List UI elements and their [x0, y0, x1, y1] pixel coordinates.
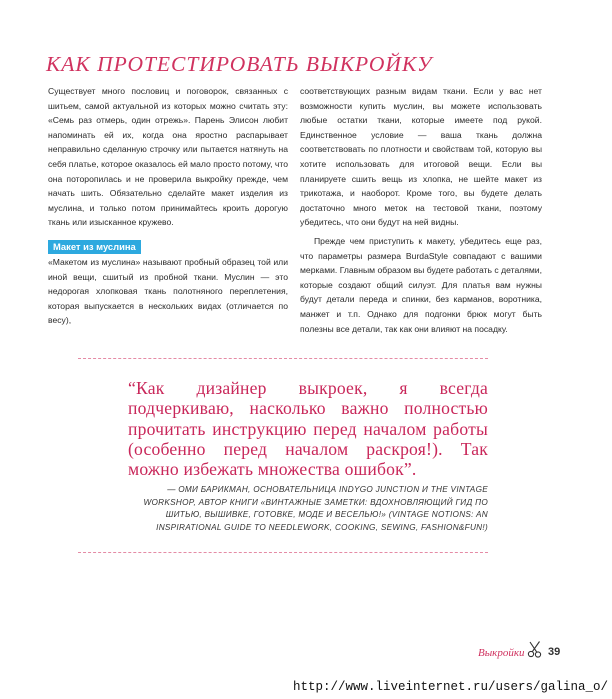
- page-title: КАК ПРОТЕСТИРОВАТЬ ВЫКРОЙКУ: [46, 52, 433, 76]
- quote-divider-top: [78, 358, 488, 359]
- scissors-icon: [527, 640, 543, 658]
- subheading-muslin: Макет из муслина: [48, 240, 141, 254]
- page-number: 39: [548, 646, 561, 658]
- right-column: [300, 84, 542, 336]
- muslin-paragraph: «Макетом из муслина» называют пробный образец той или иной вещи, сшитый из пробной ткани. Муслин — это недорогая хлопковая ткань полотняного переплетения, которая выпускается в нескольких видах (отличается по весу),: [48, 256, 288, 326]
- source-url[interactable]: http://www.liveinternet.ru/users/galina_o/: [292, 680, 608, 694]
- pull-quote: “Как дизайнер выкроек, я всегда подчеркиваю, насколько важно полностью прочитать инструкцию перед началом работы (особенно перед началом раскроя!). Так можно избежать множества ошибок”.: [128, 378, 488, 480]
- intro-paragraph: Существует много пословиц и поговорок, связанных с шитьем, самой актуальной из которых можно считать эту: «Семь раз отмерь, один отрежь». Парень Элисон любит напоминать ей их, когда она яростно распарывает неправильно сделанную строчку или пытается натянуть на себя платье, которое оказалось ей мало просто потому, что она поторопилась и не проверила выкройку прежде, чем начать шить. Обязательно сделайте макет изделия из муслина, и только потом принимайтесь кроить дорогую ткань или изысканное кружево.: [48, 86, 288, 228]
- right-paragraph-1: соответствующих разным видам ткани. Если у вас нет возможности купить муслин, вы можете использовать любые остатки ткани, которые имеете под рукой. Единственное условие — ваша ткань должна соответствовать по плотности и свойствам той, которую вы хотите использовать для итоговой вещи. Если вы планируете сшить вещь из хлопка, не шейте макет из трикотажа, и наоборот. Кроме того, вы будете делать достаточно много меток на тестовой ткани, поэтому убедитесь, что они будут на ней видны.: [300, 86, 542, 228]
- footer-section-label: Выкройки: [478, 647, 525, 659]
- quote-attribution: — ОМИ БАРИКМАН, ОСНОВАТЕЛЬНИЦА INDYGO JUNCTION И THE VINTAGE WORKSHOP, АВТОР КНИГИ «ВИНТАЖНЫЕ ЗАМЕТКИ: ВДОХНОВЛЯЮЩИЙ ГИД ПО ШИТЬЮ, ВЫШИВКЕ, ГОТОВКЕ, МОДЕ И ВЕСЕЛЬЮ!» (VINTAGE NOTIONS: AN INSPIRATIONAL GUIDE TO NEEDLEWORK, COOKING, SEWING, FASHION&FUN!): [143, 485, 488, 532]
- right-paragraph-2: Прежде чем приступить к макету, убедитесь еще раз, что параметры размера BurdaStyle совпадают с вашими мерками. Главным образом вы будете работать с деталями, которые создают общий силуэт. Для платья вам нужны будут детали переда и спинки, без карманов, воротника, манжет и т.п. Однако для подгонки брюк могут быть полезны все детали, так как они влияют на посадку.: [300, 235, 542, 334]
- left-column: [48, 84, 288, 328]
- quote-divider-bottom: [78, 552, 488, 553]
